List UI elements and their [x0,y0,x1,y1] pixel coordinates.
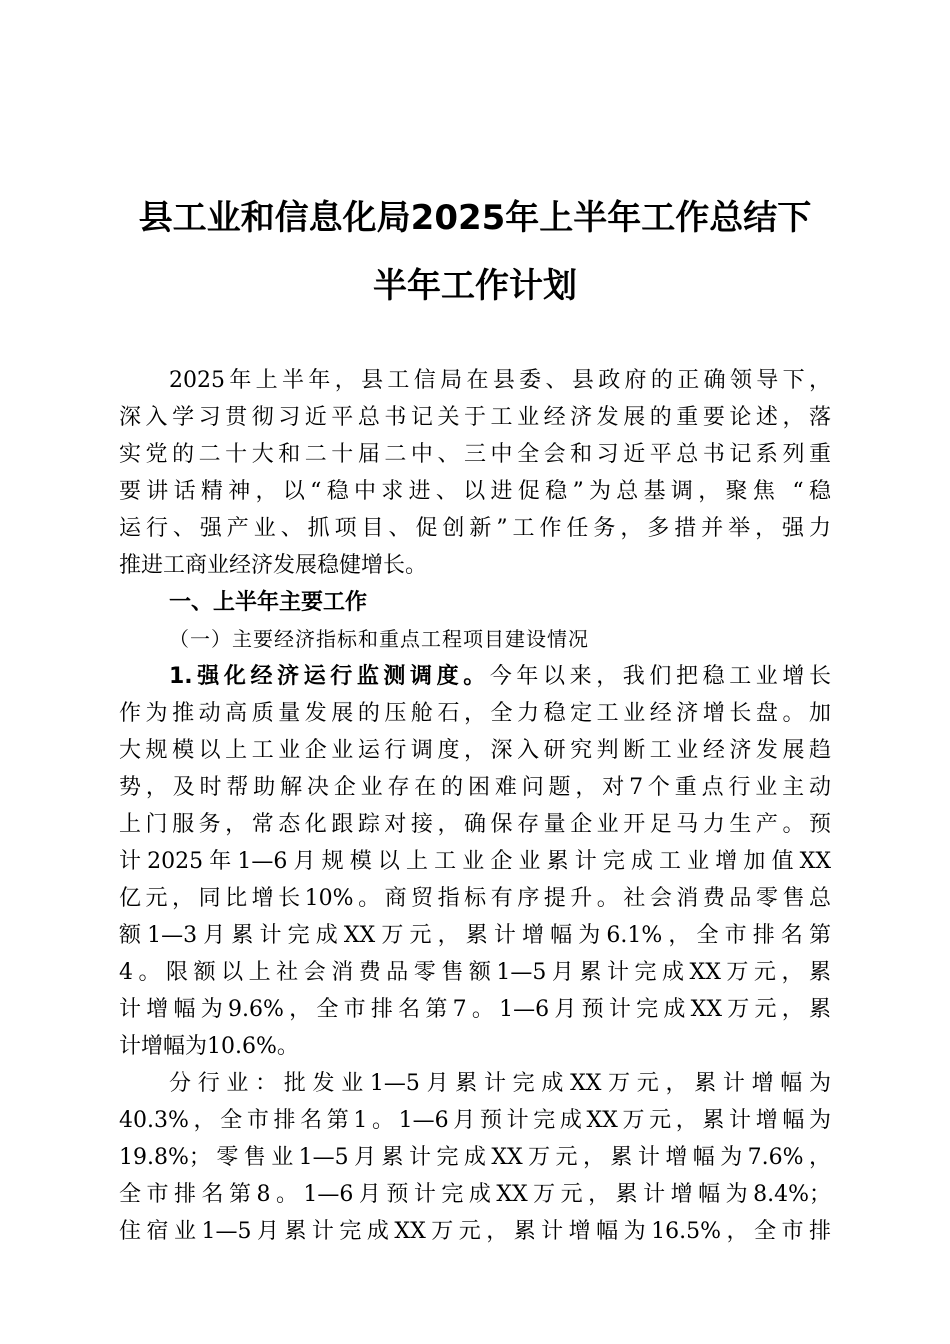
item-1-line: 大规模以上工业企业运行调度，深入研究判断工业经济发展趋 [119,738,831,763]
item-1-line: 上门服务，常态化跟踪对接，确保存量企业开足马力生产。预 [119,812,831,837]
section-heading: 一、上半年主要工作 [169,590,368,615]
item-1-line: 势，及时帮助解决企业存在的困难问题，对7个重点行业主动 [119,775,831,800]
item-1-paragraph [119,658,831,1065]
intro-line: 推进工商业经济发展稳健增长。 [119,553,428,578]
item-1-line: 计增幅为9.6%，全市排名第7。1—6月预计完成XX万元，累 [119,997,831,1022]
document-body [119,362,831,1250]
item-1-first-text: 今年以来，我们把稳工业增长 [489,664,831,689]
item-1-line: 额1—3月累计完成XX万元，累计增幅为6.1%，全市排名第 [119,923,831,948]
sector-paragraph [119,1065,831,1250]
subsection-heading: （一）主要经济指标和重点工程项目建设情况 [169,627,589,651]
item-1-first-line [119,658,831,695]
sector-line: 19.8%；零售业1—5月累计完成XX万元，累计增幅为7.6%， [119,1145,831,1170]
document-title-line-1: 县工业和信息化局2025年上半年工作总结下 [138,198,812,238]
sector-line: 全市排名第8。1—6月预计完成XX万元，累计增幅为8.4%； [119,1182,831,1207]
intro-line: 运行、强产业、抓项目、促创新”工作任务，多措并举，强力 [119,516,831,541]
document-title-line-2: 半年工作计划 [373,266,577,306]
item-1-line: 计2025年1—6月规模以上工业企业累计完成工业增加值XX [119,849,831,874]
intro-line: 要讲话精神，以“稳中求进、以进促稳”为总基调，聚焦 “稳 [119,479,831,504]
sector-line: 分行业：批发业1—5月累计完成XX万元，累计增幅为 [169,1071,831,1096]
intro-paragraph [119,362,831,584]
intro-line: 深入学习贯彻习近平总书记关于工业经济发展的重要论述，落 [119,405,831,430]
item-1-lead: 1.强化经济运行监测调度。 [169,664,490,689]
item-1-line: 作为推动高质量发展的压舱石，全力稳定工业经济增长盘。加 [119,701,831,726]
sector-line: 40.3%，全市排名第1。1—6月预计完成XX万元，累计增幅为 [119,1108,831,1133]
intro-line: 实党的二十大和二十届二中、三中全会和习近平总书记系列重 [119,442,831,467]
item-1-line: 4。限额以上社会消费品零售额1—5月累计完成XX万元，累 [119,960,831,985]
item-1-line: 计增幅为10.6%。 [119,1034,299,1059]
intro-line: 2025年上半年，县工信局在县委、县政府的正确领导下， [169,368,831,393]
sector-line: 住宿业1—5月累计完成XX万元，累计增幅为16.5%，全市排 [119,1219,831,1244]
item-1-line: 亿元，同比增长10%。商贸指标有序提升。社会消费品零售总 [119,886,831,911]
